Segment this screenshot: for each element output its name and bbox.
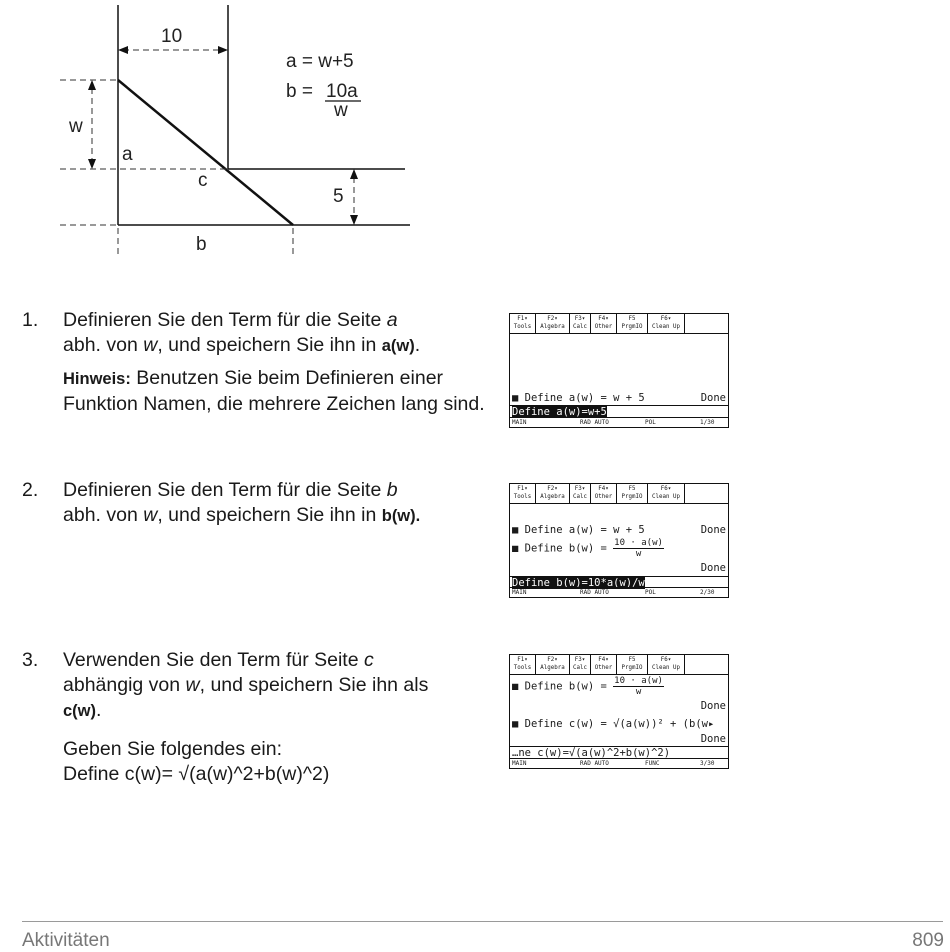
function-name: b(w). [381, 507, 421, 525]
status-bar: MAIN RAD AUTO POL 2/30 [510, 587, 728, 597]
label-a: a [122, 144, 133, 165]
label-5: 5 [333, 186, 344, 207]
step-number: 2. [22, 479, 39, 501]
footer-section-title: Aktivitäten [22, 930, 110, 951]
entry-line[interactable]: Define b(w)=10*a(w)/w [510, 576, 728, 588]
history-line: ■ Define c(w) = √(a(w))² + (b(w▸ [512, 718, 715, 730]
menu-cleanup[interactable]: F6▾ Clean Up [648, 655, 685, 674]
step-number: 1. [22, 309, 39, 331]
menu-tools[interactable]: F1▾ Tools [510, 655, 536, 674]
step-text: Definieren Sie den Term für die Seite a abh. von w, und speichern Sie ihn in a(w). [63, 309, 421, 356]
history-line: ■ Define a(w) = w + 5 Done [512, 524, 726, 536]
menu-bar [510, 314, 728, 334]
step-text: Verwenden Sie den Term für Seite c abhängig von w, und speichern Sie ihn als c(w). [63, 649, 429, 721]
function-name: a(w) [381, 337, 415, 355]
menu-other[interactable]: F4▾ Other [591, 314, 617, 333]
menu-algebra[interactable]: F2▾ Algebra [536, 314, 570, 333]
entry-line[interactable]: …ne c(w)=√(a(w)^2+b(w)^2) [510, 746, 728, 758]
footer-divider [22, 921, 943, 922]
menu-cleanup[interactable]: F6▾ Clean Up [648, 484, 685, 503]
menu-bar [510, 655, 728, 675]
label-c: c [198, 170, 208, 191]
label-w: w [69, 116, 83, 137]
input-command: Define c(w)= √(a(w)^2+b(w)^2) [63, 763, 330, 785]
page-number: 809 [912, 930, 944, 951]
dim-10-label: 10 [161, 26, 183, 47]
geometry-diagram [55, 0, 425, 262]
menu-cleanup[interactable]: F6▾ Clean Up [648, 314, 685, 333]
history-line: ■ Define b(w) = $\frac{10 \cdot a(w)}{w}$ [512, 538, 663, 559]
menu-tools[interactable]: F1▾ Tools [510, 314, 536, 333]
calculator-screen-2: F1▾ Tools F2▾ Algebra F3▾ Calc F4▾ Other F5 PrgmIO F6▾ Clean Up ■ Define a(w) = w + 5 Done ■ Define b(w) = $\frac{10 \cdot a(w)}{w}$ Done Define b(w)=10*a(w)/w MAIN RAD AUTO POL 2/30 [509, 483, 729, 598]
menu-algebra[interactable]: F2▾ Algebra [536, 484, 570, 503]
calculator-screen-1 [509, 313, 729, 428]
fraction: $\frac{10 \cdot a(w)}{w}$ [614, 676, 663, 697]
menu-prgmio[interactable]: F5 PrgmIO [617, 655, 648, 674]
menu-bar [510, 484, 728, 504]
menu-prgmio[interactable]: F5 PrgmIO [617, 484, 648, 503]
function-name: c(w) [63, 702, 96, 720]
menu-other[interactable]: F4▾ Other [591, 484, 617, 503]
label-b: b [196, 234, 207, 255]
calculator-screen-3: F1▾ Tools F2▾ Algebra F3▾ Calc F4▾ Other F5 PrgmIO F6▾ Clean Up ■ Define b(w) = $\frac{10 \cdot a(w)}{w}$ Done ■ Define c(w) = √(a(w))² + (b(w▸ Done …ne c(w)=√(a(w)^2+b(w)^2) MAIN RAD AUTO FUNC 3/30 [509, 654, 729, 769]
status-bar: MAIN RAD AUTO FUNC 3/30 [510, 758, 728, 768]
menu-calc[interactable]: F3▾ Calc [570, 314, 591, 333]
hint-label: Hinweis: [63, 370, 131, 388]
equation-b-numerator: 10a [326, 81, 358, 102]
equation-b-denominator: w [334, 100, 348, 121]
menu-calc[interactable]: F3▾ Calc [570, 484, 591, 503]
step-number: 3. [22, 649, 39, 671]
menu-algebra[interactable]: F2▾ Algebra [536, 655, 570, 674]
history-line: ■ Define b(w) = $\frac{10 \cdot a(w)}{w}$ [512, 676, 663, 697]
hint-text: Hinweis: Benutzen Sie beim Definieren einer Funktion Namen, die mehrere Zeichen lang sind. [63, 367, 485, 415]
input-instruction: Geben Sie folgendes ein: Define c(w)= √(a(w)^2+b(w)^2) [63, 738, 330, 785]
fraction: $\frac{10 \cdot a(w)}{w}$ [614, 538, 663, 559]
equation-b-prefix: b = [286, 81, 313, 102]
entry-line[interactable]: Define a(w)=w+5 [510, 405, 728, 417]
step-text: Definieren Sie den Term für die Seite b abh. von w, und speichern Sie ihn in b(w). [63, 479, 421, 526]
menu-calc[interactable]: F3▾ Calc [570, 655, 591, 674]
menu-tools[interactable]: F1▾ Tools [510, 484, 536, 503]
menu-prgmio[interactable]: F5 PrgmIO [617, 314, 648, 333]
status-bar: MAIN RAD AUTO POL 1/30 [510, 417, 728, 427]
equation-a: a = w+5 [286, 51, 354, 72]
menu-other[interactable]: F4▾ Other [591, 655, 617, 674]
history-line: ■ Define a(w) = w + 5 Done [512, 392, 726, 404]
